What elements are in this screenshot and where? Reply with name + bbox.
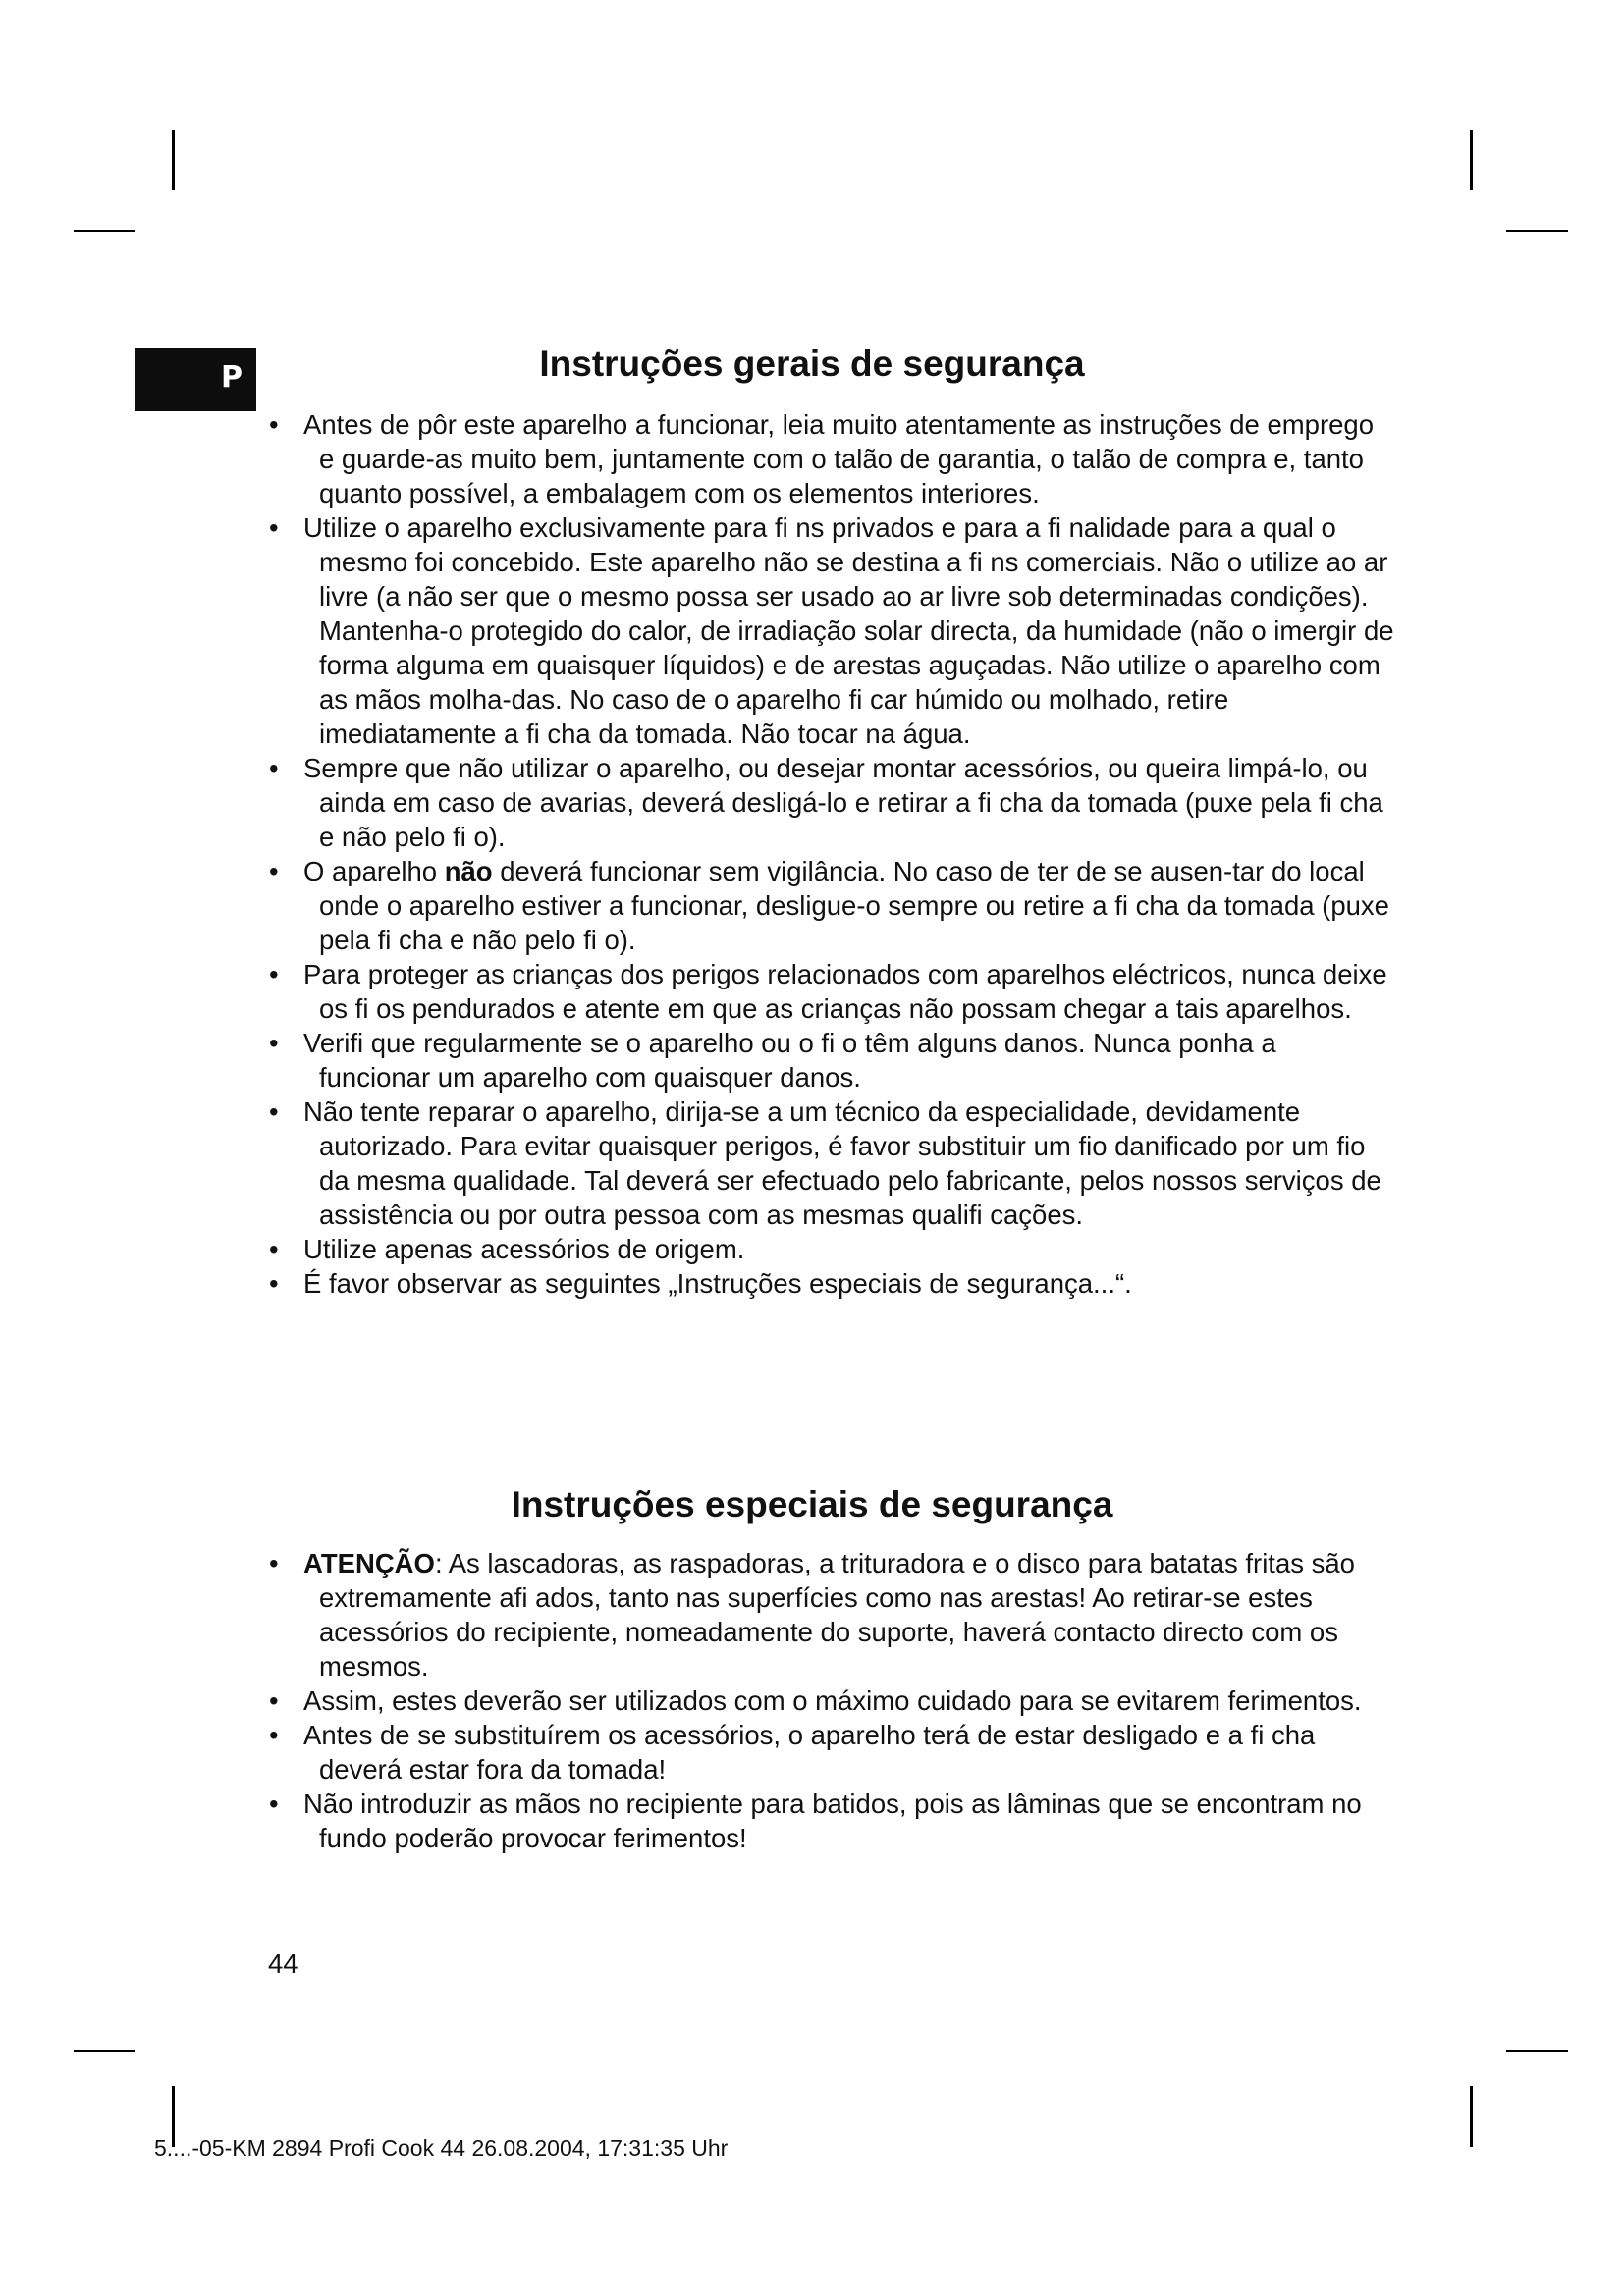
special-safety-list	[265, 1546, 1394, 1855]
list-item: • Sempre que não utilizar o aparelho, ou desejar montar acessórios, ou queira limpá-lo, ou ainda em caso de avarias, deverá desligá-lo e retirar a fi cha da tomada (puxe pela fi cha e não pelo fi o).	[265, 751, 1394, 854]
page-number: 44	[268, 1949, 298, 1979]
list-item: • Antes de se substituírem os acessórios, o aparelho terá de estar desligado e a fi cha deverá estar fora da tomada!	[265, 1718, 1394, 1787]
crop-mark	[1506, 230, 1568, 232]
list-item: • ATENÇÃO: As lascadoras, as raspadoras, a trituradora e o disco para batatas fritas são extremamente afi ados, tanto nas superfícies como nas arestas! Ao retirar-se estes acessórios do recipiente, nomeadamente do suporte, haverá contacto directo com os mesmos.	[265, 1546, 1394, 1683]
warning-label: ATENÇÃO	[303, 1548, 435, 1578]
list-item: • É favor observar as seguintes „Instruções especiais de segurança...“.	[265, 1266, 1394, 1301]
print-footer: 5....-05-KM 2894 Profi Cook 44 26.08.2004, 17:31:35 Uhr	[154, 2135, 729, 2161]
list-item: • Antes de pôr este aparelho a funcionar, leia muito atentamente as instruções de emprego e guarde-as muito bem, juntamente com o talão de garantia, o talão de compra e, tanto quanto possível, a embalagem com os elementos interiores.	[265, 407, 1394, 510]
heading-special-safety: Instruções especiais de segurança	[511, 1484, 1113, 1524]
list-item: • Não tente reparar o aparelho, dirija-se a um técnico da especialidade, devidamente autorizado. Para evitar quaisquer perigos, é favor substituir um fio danificado por um fio da mesma qualidade. Tal deverá ser efectuado pelo fabricante, pelos nossos serviços de assistência ou por outra pessoa com as mesmas qualifi cações.	[265, 1095, 1394, 1232]
list-item: • Para proteger as crianças dos perigos relacionados com aparelhos eléctricos, nunca deixe os fi os pendurados e atente em que as crianças não possam chegar a tais aparelhos.	[265, 957, 1394, 1026]
list-item: • Assim, estes deverão ser utilizados com o máximo cuidado para se evitarem ferimentos.	[265, 1683, 1394, 1718]
crop-mark	[74, 230, 135, 232]
list-item: • Utilize apenas acessórios de origem.	[265, 1232, 1394, 1266]
crop-mark	[1470, 2086, 1473, 2147]
crop-mark	[1506, 2050, 1568, 2052]
list-item: • Utilize o aparelho exclusivamente para fi ns privados e para a fi nalidade para a qual o mesmo foi concebido. Este aparelho não se destina a fi ns comerciais. Não o utilize ao ar livre (a não ser que o mesmo possa ser usado ao ar livre sob determinadas condições). Mantenha-o protegido do calor, de irradiação solar directa, da humidade (não o imergir de forma alguma em quaisquer líquidos) e de arestas aguçadas. Não utilize o aparelho com as mãos molha-das. No caso de o aparelho fi car húmido ou molhado, retire imediatamente a fi cha da tomada. Não tocar na água.	[265, 510, 1394, 751]
emphasis-nao: não	[444, 856, 493, 886]
crop-mark	[74, 2050, 135, 2052]
crop-mark	[172, 130, 175, 190]
general-safety-list	[265, 407, 1394, 1301]
heading-general-safety: Instruções gerais de segurança	[539, 344, 1085, 384]
list-item: • O aparelho não deverá funcionar sem vigilância. No caso de ter de se ausen-tar do local onde o aparelho estiver a funcionar, desligue-o sempre ou retire a fi cha da tomada (puxe pela fi cha e não pelo fi o).	[265, 854, 1394, 957]
list-item: • Não introduzir as mãos no recipiente para batidos, pois as lâminas que se encontram no fundo poderão provocar ferimentos!	[265, 1787, 1394, 1855]
language-tab-label: P	[221, 360, 243, 395]
list-item: • Verifi que regularmente se o aparelho ou o fi o têm alguns danos. Nunca ponha a funcionar um aparelho com quaisquer danos.	[265, 1026, 1394, 1095]
crop-mark	[1470, 130, 1473, 190]
